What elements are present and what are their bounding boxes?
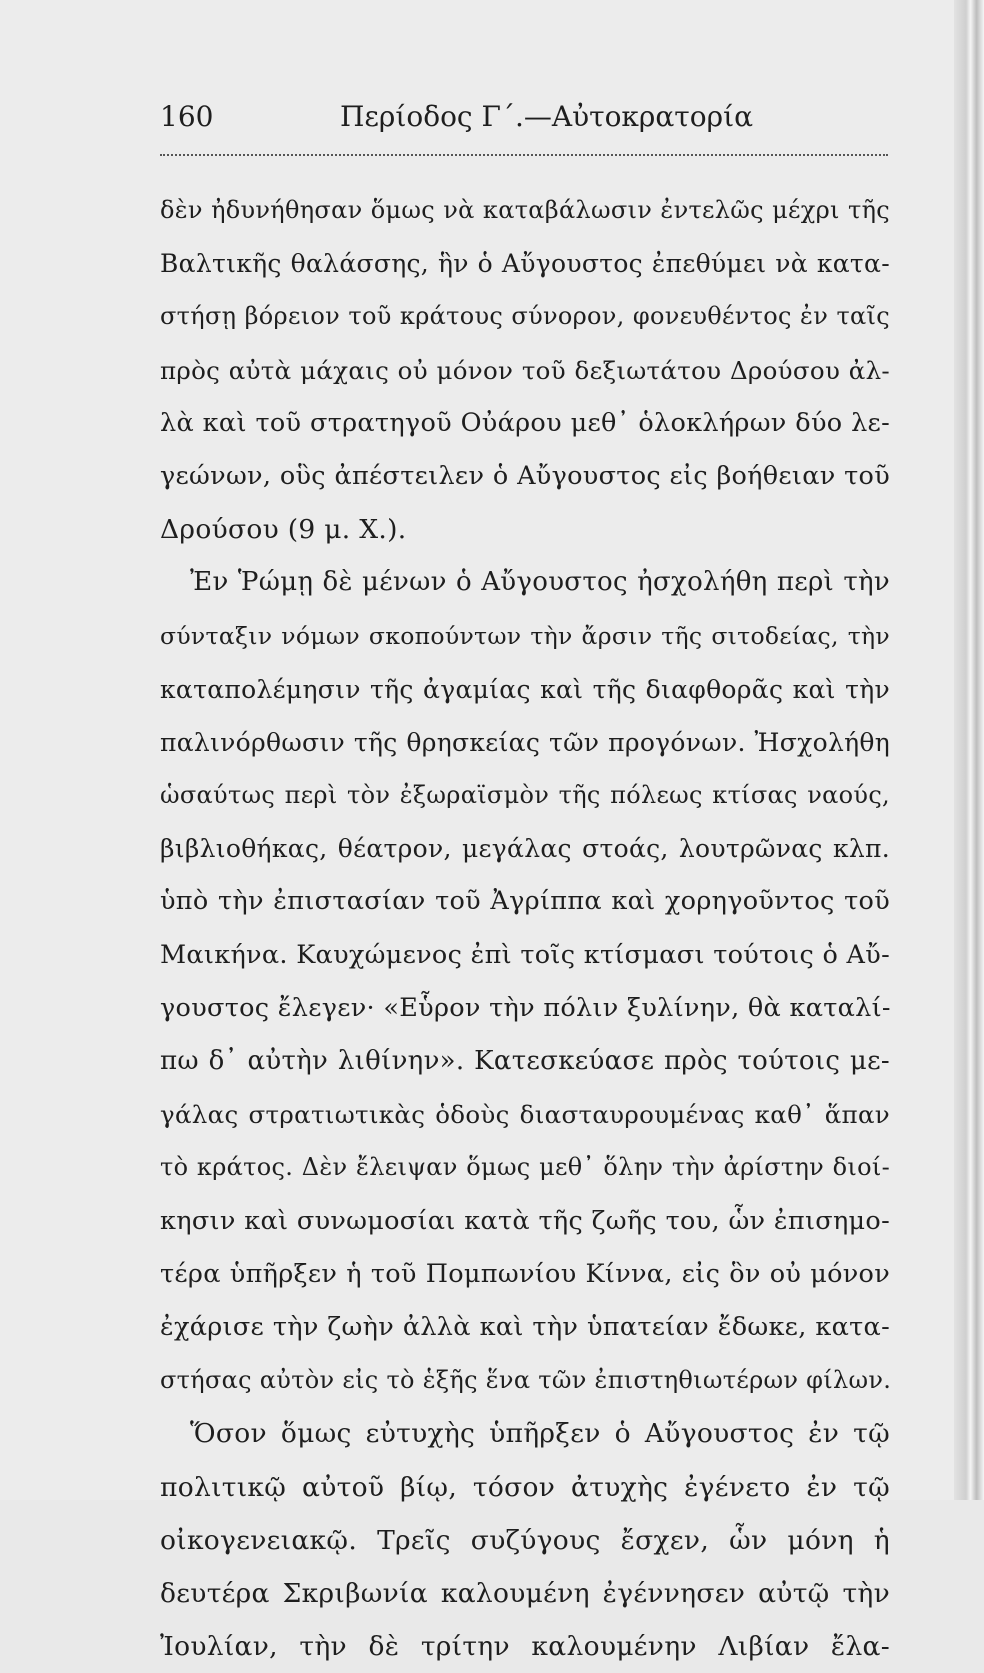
text-line: Ἰουλίαν, τὴν δὲ τρίτην καλουμένην Λιβίαν ἔλα- bbox=[160, 1631, 890, 1663]
text-line: Δρούσου (9 μ. Χ.). bbox=[160, 514, 407, 546]
page-header bbox=[160, 100, 890, 144]
text-line: καταπολέμησιν τῆς ἀγαμίας καὶ τῆς διαφθορᾶς καὶ τὴν bbox=[160, 674, 890, 704]
body-text bbox=[160, 184, 890, 1673]
text-line: Ἐν Ῥώμῃ δὲ μένων ὁ Αὔγουστος ἠσχολήθη περὶ τὴν bbox=[190, 567, 890, 598]
text-line: πρὸς αὐτὰ μάχαις οὐ μόνον τοῦ δεξιωτάτου Δρούσου ἀλ- bbox=[160, 355, 890, 385]
text-line: δευτέρα Σκριβωνία καλουμένη ἐγέννησεν αὐτῷ τὴν bbox=[160, 1577, 890, 1609]
text-line: τὸ κράτος. Δὲν ἔλειψαν ὅμως μεθ᾽ ὅλην τὴν ἀρίστην διοί- bbox=[160, 1153, 890, 1182]
text-line: ὑπὸ τὴν ἐπιστασίαν τοῦ Ἀγρίππα καὶ χορηγοῦντος τοῦ bbox=[160, 886, 890, 917]
text-line: λὰ καὶ τοῦ στρατηγοῦ Οὐάρου μεθ᾽ ὁλοκλήρων δύο λε- bbox=[160, 407, 890, 438]
text-line: πω δ᾽ αὐτὴν λιθίνην». Κατεσκεύασε πρὸς τούτοις με- bbox=[160, 1046, 890, 1076]
text-line: σύνταξιν νόμων σκοπούντων τὴν ἄρσιν τῆς σιτοδείας, τὴν bbox=[160, 621, 890, 650]
header-dotted-rule bbox=[160, 154, 888, 156]
text-line: οἰκογενειακῷ. Τρεῖς συζύγους ἔσχεν, ὧν μόνη ἡ bbox=[160, 1524, 890, 1556]
text-line: γάλας στρατιωτικὰς ὁδοὺς διασταυρουμένας καθ᾽ ἅπαν bbox=[160, 1100, 890, 1130]
text-line: δὲν ἠδυνήθησαν ὅμως νὰ καταβάλωσιν ἐντελῶς μέχρι τῆς bbox=[160, 196, 890, 224]
text-line: Ὅσον ὅμως εὐτυχὴς ὑπῆρξεν ὁ Αὔγουστος ἐν τῷ bbox=[190, 1418, 890, 1450]
page-number: 160 bbox=[160, 100, 214, 133]
page-edge-shadow bbox=[954, 0, 984, 1500]
text-line: τέρα ὑπῆρξεν ἡ τοῦ Πομπωνίου Κίννα, εἰς ὃν οὐ μόνον bbox=[160, 1258, 890, 1289]
text-line: στήσῃ βόρειον τοῦ κράτους σύνορον, φονευθέντος ἐν ταῖς bbox=[160, 302, 890, 331]
text-line: βιβλιοθήκας, θέατρον, μεγάλας στοάς, λουτρῶνας κλπ. bbox=[160, 834, 890, 864]
text-line: παλινόρθωσιν τῆς θρησκείας τῶν προγόνων. Ἠσχολήθη bbox=[160, 727, 890, 757]
text-line: ἐχάρισε τὴν ζωὴν ἀλλὰ καὶ τὴν ὑπατείαν ἔδωκε, κατα- bbox=[160, 1311, 890, 1342]
text-line: γεώνων, οὓς ἀπέστειλεν ὁ Αὔγουστος εἰς βοήθειαν τοῦ bbox=[160, 460, 890, 491]
text-line: Βαλτικῆς θαλάσσης, ἣν ὁ Αὔγουστος ἐπεθύμει νὰ κατα- bbox=[160, 249, 890, 279]
text-line: στήσας αὐτὸν εἰς τὸ ἑξῆς ἕνα τῶν ἐπιστηθιωτέρων φίλων. bbox=[160, 1366, 892, 1395]
text-line: κησιν καὶ συνωμοσίαι κατὰ τῆς ζωῆς του, ὧν ἐπισημο- bbox=[160, 1205, 890, 1236]
text-line: πολιτικῷ αὐτοῦ βίῳ, τόσον ἀτυχὴς ἐγένετο ἐν τῷ bbox=[160, 1471, 890, 1503]
text-line: ὡσαύτως περὶ τὸν ἐξωραϊσμὸν τῆς πόλεως κτίσας ναούς, bbox=[160, 781, 890, 810]
text-line: Μαικήνα. Καυχώμενος ἐπὶ τοῖς κτίσμασι τούτοις ὁ Αὔ- bbox=[160, 939, 890, 970]
running-head: Περίοδος Γ΄.—Αὐτοκρατορία bbox=[340, 100, 753, 133]
text-line: γουστος ἔλεγεν· «Εὗρον τὴν πόλιν ξυλίνην, θὰ καταλί- bbox=[160, 992, 891, 1023]
